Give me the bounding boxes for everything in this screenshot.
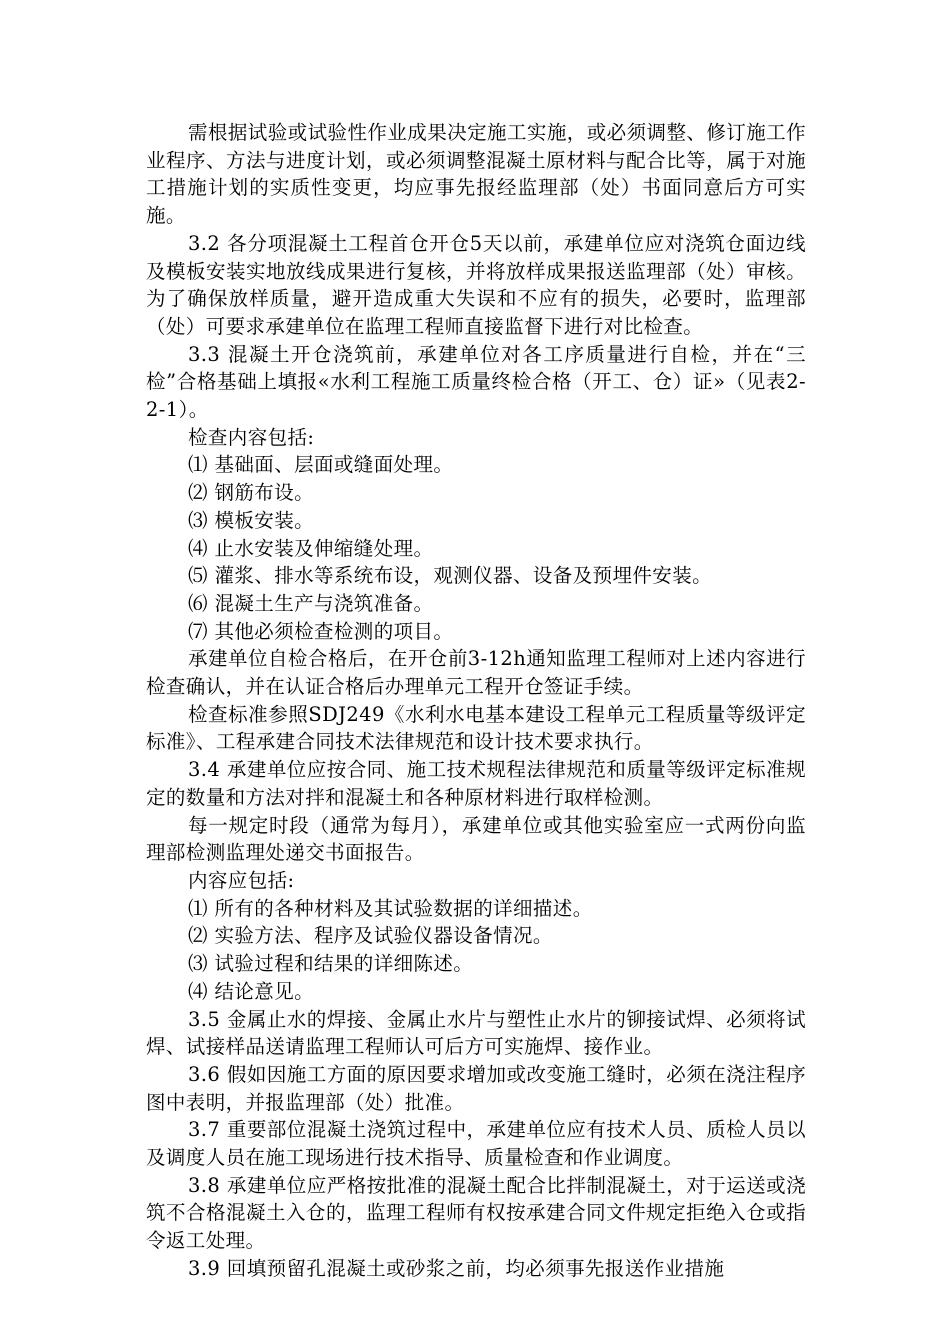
- report-item-1: ⑴ 所有的各种材料及其试验数据的详细描述。: [188, 896, 593, 920]
- check-item-7: ⑺ 其他必须检查检测的项目。: [188, 619, 454, 643]
- paragraph-section-3-4: 3.4 承建单位应按合同、施工技术规程法律规范和质量等级评定标准规定的数量和方法对拌和混凝土和各种原材料进行取样检测。: [146, 758, 806, 809]
- paragraph-section-3-9: 3.9 回填预留孔混凝土或砂浆之前，均必须事先报送作业措施: [188, 1256, 725, 1280]
- paragraph-section-3-5: 3.5 金属止水的焊接、金属止水片与塑性止水片的铆接试焊、必须将试焊、试接样品送请监理工程师认可后方可实施焊、接作业。: [146, 1007, 806, 1059]
- paragraph-check-standard: 检查标准参照SDJ249《水利水电基本建设工程单元工程质量等级评定标准》、工程承建合同技术法律规范和设计技术要求执行。: [146, 702, 806, 754]
- paragraph-section-3-6: 3.6 假如因施工方面的原因要求增加或改变施工缝时，必须在浇注程序图中表明，并报监理部（处）批准。: [146, 1062, 806, 1114]
- check-item-4: ⑷ 止水安装及伸缩缝处理。: [188, 536, 434, 560]
- report-item-2: ⑵ 实验方法、程序及试验仪器设备情况。: [188, 924, 553, 948]
- report-item-3: ⑶ 试验过程和结果的详细陈述。: [188, 952, 474, 976]
- check-item-2: ⑵ 钢筋布设。: [188, 481, 314, 505]
- paragraph-section-3-2: 3.2 各分项混凝土工程首仓开仓5天以前，承建单位应对浇筑仓面边线及模板安装实地放线成果进行复核，并将放样成果报送监理部（处）审核。为了确保放样质量，避开造成重大失误和不应有的损失，必要时，监理部（处）可要求承建单位在监理工程师直接监督下进行对比检查。: [146, 231, 806, 338]
- check-item-6: ⑹ 混凝土生产与浇筑准备。: [188, 591, 434, 615]
- paragraph-section-3-7: 3.7 重要部位混凝土浇筑过程中，承建单位应有技术人员、质检人员以及调度人员在施工现场进行技术指导、质量检查和作业调度。: [146, 1118, 806, 1170]
- paragraph-self-check: 承建单位自检合格后，在开仓前3-12h通知监理工程师对上述内容进行检查确认，并在认证合格后办理单元工程开仓签证手续。: [146, 647, 806, 699]
- paragraph-section-3-8: 3.8 承建单位应严格按批准的混凝土配合比拌制混凝土，对于运送或浇筑不合格混凝土入仓的，监理工程师有权按承建合同文件规定拒绝入仓或指令返工处理。: [146, 1173, 806, 1253]
- paragraph-monthly-report: 每一规定时段（通常为每月），承建单位或其他实验室应一式两份向监理部检测监理处递交书面报告。: [146, 813, 806, 865]
- paragraph-section-3-3: 3.3 混凝土开仓浇筑前，承建单位对各工序质量进行自检，并在“三检”合格基础上填报«水利工程施工质量终检合格（开工、仓）证»（见表2-2-1）。: [146, 342, 806, 422]
- check-item-5: ⑸ 灌浆、排水等系统布设，观测仪器、设备及预埋件安装。: [188, 564, 712, 588]
- document-body: [146, 119, 806, 1283]
- check-item-1: ⑴ 基础面、层面或缝面处理。: [188, 453, 454, 477]
- check-item-3: ⑶ 模板安装。: [188, 508, 314, 532]
- report-item-4: ⑷ 结论意见。: [188, 979, 314, 1003]
- paragraph: 需根据试验或试验性作业成果决定施工实施，或必须调整、修订施工作业程序、方法与进度计划，或必须调整混凝土原材料与配合比等，属于对施工措施计划的实质性变更，均应事先报经监理部（处）书面同意后方可实施。: [146, 121, 806, 228]
- report-content-intro: 内容应包括:: [188, 868, 295, 892]
- check-content-intro: 检查内容包括:: [188, 425, 315, 449]
